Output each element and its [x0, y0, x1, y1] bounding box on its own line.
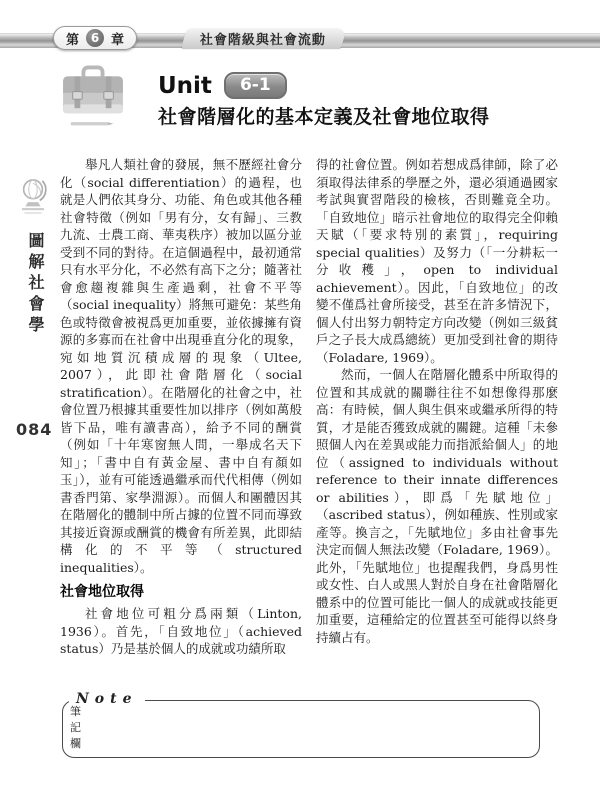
globe-icon: [16, 174, 50, 220]
unit-number-badge: 6-1: [224, 72, 287, 99]
note-caption-char: 欄: [70, 737, 81, 750]
paragraph: 然而，一個人在階層化體系中所取得的位置和其成就的關聯往往不如想像得那麼高：有時候，個人與生俱來或繼承所得的特質，才是能否獲致成就的關鍵。這種「未參照個人內在差異或能力而指派給個人」的地位（assigned to individuals without reference to their innate differences or abilities），即爲「先賦地位」（ascribed status），例如種族、性別或家產等。換言之，「先賦地位」多由社會事先決定而個人無法改變（Foladare, 1969）。此外，「先賦地位」也提醒我們，身爲男性或女性、白人或黑人對於自身在社會階層化體系中的位置可能比一個人的成就或技能更加重要，這種給定的位置甚至可能得以終身持續占有。: [316, 367, 558, 645]
text-column-left: [60, 156, 302, 658]
note-caption-char: 筆: [70, 705, 81, 718]
note-label: Note: [69, 691, 145, 707]
paragraph: 舉凡人類社會的發展，無不歷經社會分化（social differentiation）的過程，也就是人們依其身分、功能、角色或其他各種社會特徵（例如「男有分，女有歸」、三教九流、士農工商、華夷秩序）被加以區分並受到不同的對待。在這個過程中，最初通常只有水平分化，不必然有高下之分；隨著社會愈趨複雜與生產過剩，社會不平等（social inequality）將無可避免：某些角色或特徵會被視爲更加重要，並依據擁有資源的多寡而在社會中出現垂直分化的現象，宛如地質沉積成層的現象（Ultee, 2007），此即社會階層化（social stratification）。在階層化的社會之中，社會位置乃根據其重要性加以排序（例如萬般皆下品，唯有讀書高），給予不同的酬賞（例如「十年寒窗無人問，一舉成名天下知」；「書中自有黃金屋、書中自有顏如玉」），並有可能透過繼承而代代相傳（例如書香門第、家學淵源）。而個人和團體因其在階層化的體制中所占據的位置不同而導致其接近資源或酬賞的機會有所差異，此即結構化的不平等（structured inequalities）。: [60, 157, 302, 575]
unit-heading: [158, 72, 287, 99]
chapter-badge: [53, 26, 137, 50]
chapter-title-tab: [181, 28, 347, 48]
note-box: [62, 691, 540, 758]
paragraph: 得的社會位置。例如若想成爲律師，除了必須取得法律系的學歷之外，還必須通過國家考試與實習階段的檢核，否則難竟全功。「自致地位」暗示社會地位的取得完全仰賴天賦（「要求特別的素質」，requiring special qualities）及努力（「一分耕耘一分收穫」，open to individual achievement）。因此，「自致地位」的改變不僅爲社會所接受，甚至在許多情況下，個人付出努力朝特定方向改變（例如三級貧戶之子長大成爲總統）更加受到社會的期待（Foladare, 1969）。: [316, 157, 558, 365]
text-column-right: [316, 156, 558, 646]
unit-label: Unit: [158, 72, 212, 99]
note-vertical-caption: [70, 706, 81, 749]
book-title-vertical: 圖解社會學: [26, 232, 45, 337]
chapter-number-circle: 6: [86, 29, 104, 47]
page-number: 084: [16, 420, 53, 439]
section-heading: 社會地位取得: [60, 584, 144, 600]
chapter-title: 社會階級與社會流動: [200, 32, 327, 48]
note-caption-char: 記: [70, 721, 81, 734]
chapter-suffix-label: 章: [111, 32, 125, 48]
unit-title: 社會階層化的基本定義及社會地位取得: [158, 106, 490, 128]
briefcase-icon: [58, 64, 128, 132]
chapter-prefix-label: 第: [66, 32, 80, 48]
paragraph: 社會地位可粗分爲兩類（Linton, 1936）。首先，「自致地位」（achieved status）乃是基於個人的成就或功績所取: [60, 606, 302, 656]
